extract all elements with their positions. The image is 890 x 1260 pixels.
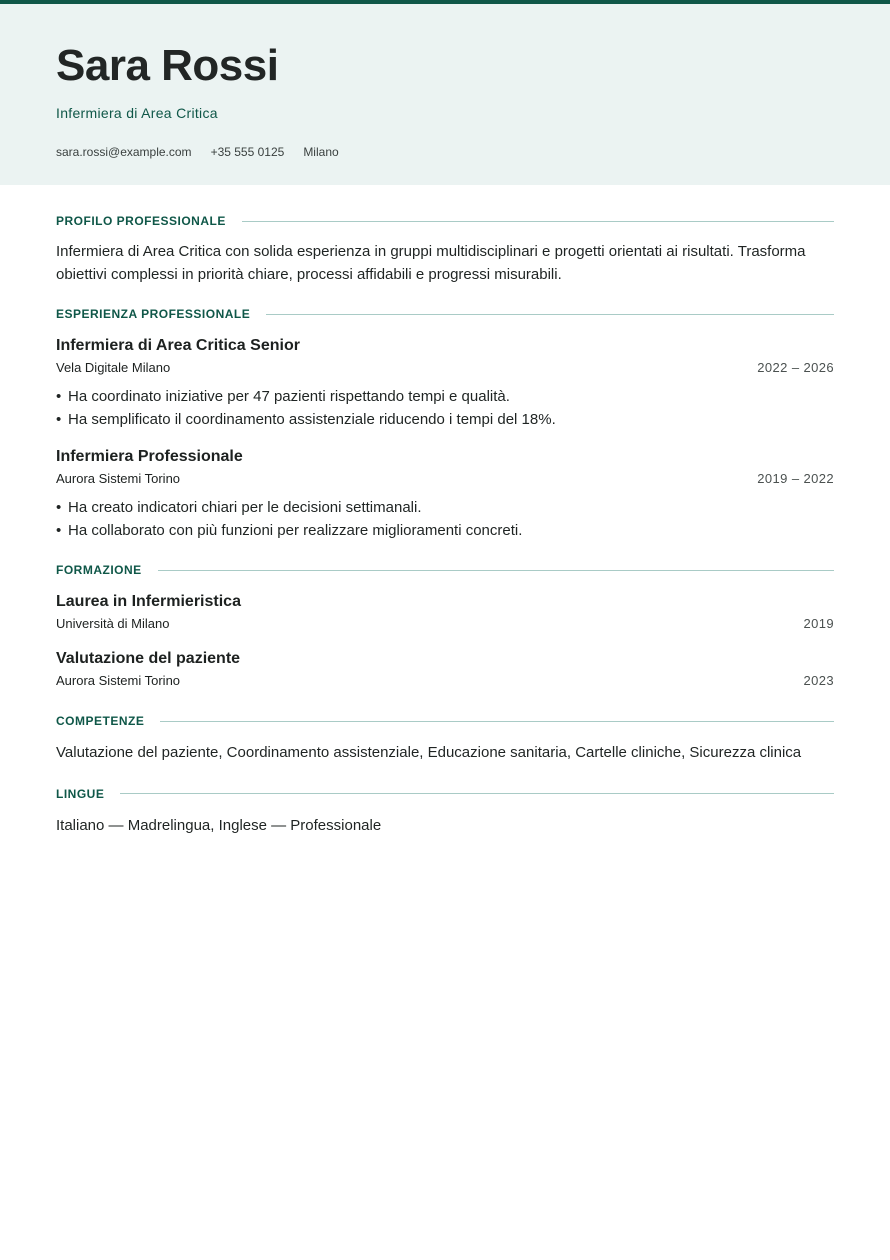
- job-employer: Vela Digitale Milano: [56, 360, 171, 375]
- candidate-name: Sara Rossi: [56, 41, 279, 90]
- experience-section: [56, 306, 834, 542]
- contact-email[interactable]: sara.rossi@example.com: [56, 145, 192, 159]
- job-employer: Aurora Sistemi Torino: [56, 471, 181, 486]
- section-divider: [160, 721, 834, 722]
- section-header: [56, 562, 834, 578]
- achievement-item: • Ha creato indicatori chiari per le decisioni settimanali.: [56, 499, 422, 516]
- skills-section: [56, 713, 834, 765]
- job-dates: 2022 – 2026: [757, 360, 834, 375]
- section-header: [56, 713, 834, 729]
- section-header: [56, 786, 834, 802]
- candidate-title: Infermiera di Area Critica: [56, 105, 218, 121]
- section-title: LINGUE: [56, 786, 105, 801]
- job-title: Infermiera Professionale: [56, 448, 243, 465]
- section-title: PROFILO PROFESSIONALE: [56, 214, 226, 228]
- job-achievements: [56, 385, 834, 431]
- education-entry: [56, 649, 834, 690]
- section-divider: [120, 793, 834, 794]
- section-header: [56, 306, 834, 322]
- education-year: 2023: [803, 673, 834, 688]
- resume-body: [0, 213, 890, 837]
- institution: Università di Milano: [56, 616, 170, 631]
- education-section: [56, 562, 834, 690]
- section-title: COMPETENZE: [56, 714, 145, 728]
- section-divider: [158, 570, 834, 571]
- section-divider: [266, 314, 834, 315]
- section-divider: [242, 221, 834, 222]
- degree-title: Valutazione del paziente: [56, 650, 241, 667]
- education-meta: [56, 615, 834, 633]
- achievement-item: • Ha coordinato iniziative per 47 pazienti rispettando tempi e qualità.: [56, 388, 510, 405]
- experience-entry: [56, 336, 834, 431]
- languages-section: [56, 786, 834, 838]
- education-year: 2019: [803, 616, 834, 631]
- education-entry: [56, 592, 834, 633]
- profile-summary: Infermiera di Area Critica con solida esperienza in gruppi multidisciplinari e progetti orientati ai risultati. Trasforma obiettivi complessi in priorità chiare, processi affidabili e progressi misurabili.: [56, 243, 806, 283]
- job-title: Infermiera di Area Critica Senior: [56, 337, 300, 354]
- contact-location: Milano: [303, 145, 339, 159]
- section-title: FORMAZIONE: [56, 563, 142, 577]
- contact-info: [56, 144, 834, 160]
- resume-header: [0, 4, 890, 185]
- achievement-item: • Ha semplificato il coordinamento assistenziale riducendo i tempi del 18%.: [56, 411, 556, 428]
- profile-section: [56, 213, 834, 286]
- job-dates: 2019 – 2022: [757, 471, 834, 486]
- experience-entry: [56, 447, 834, 542]
- institution: Aurora Sistemi Torino: [56, 673, 181, 688]
- skills-list: Valutazione del paziente, Coordinamento assistenziale, Educazione sanitaria, Cartelle cliniche, Sicurezza clinica: [56, 744, 802, 761]
- job-meta: [56, 359, 834, 377]
- section-title: ESPERIENZA PROFESSIONALE: [56, 307, 251, 321]
- degree-title: Laurea in Infermieristica: [56, 593, 241, 610]
- languages-list: Italiano — Madrelingua, Inglese — Professionale: [56, 816, 382, 834]
- contact-phone[interactable]: +35 555 0125: [210, 145, 285, 159]
- job-achievements: [56, 496, 834, 542]
- education-meta: [56, 672, 834, 690]
- achievement-item: • Ha collaborato con più funzioni per realizzare miglioramenti concreti.: [56, 522, 523, 539]
- section-header: [56, 213, 834, 229]
- job-meta: [56, 470, 834, 488]
